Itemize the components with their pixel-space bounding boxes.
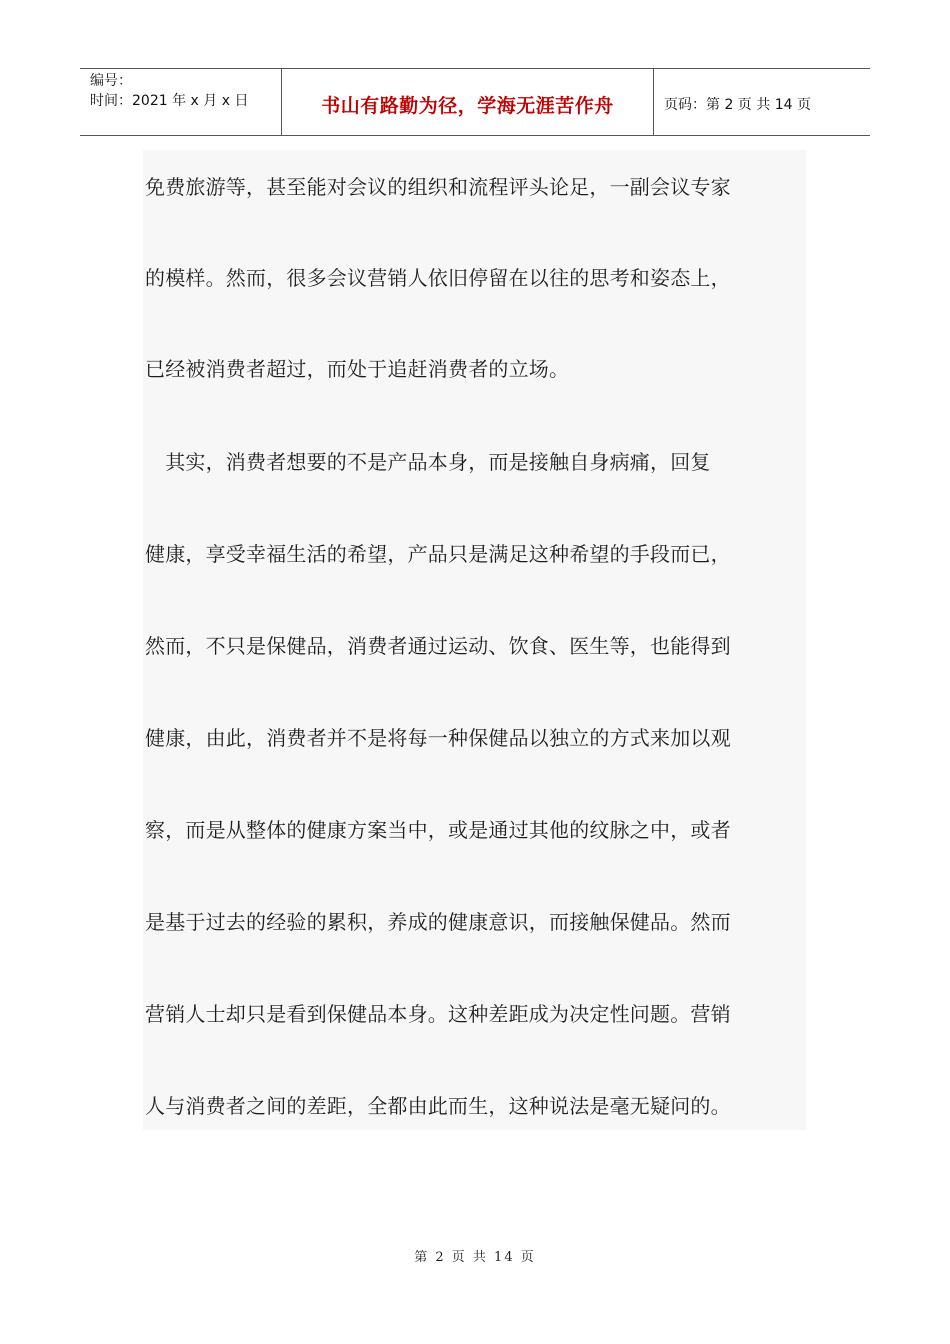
body-line: 察，而是从整体的健康方案当中，或是通过其他的纹脉之中，或者 bbox=[145, 818, 731, 842]
header-page-number: 页码：第 2 页 共 14 页 bbox=[664, 97, 811, 113]
header-page-cell bbox=[654, 69, 870, 135]
page-header bbox=[80, 68, 870, 136]
body-line: 已经被消费者超过，而处于追赶消费者的立场。 bbox=[145, 357, 570, 381]
body-line: 然而，不只是保健品，消费者通过运动、饮食、医生等，也能得到 bbox=[145, 634, 731, 658]
body-line: 健康，享受幸福生活的希望，产品只是满足这种希望的手段而已， bbox=[145, 542, 731, 566]
body-line: 人与消费者之间的差距，全都由此而生，这种说法是毫无疑问的。 bbox=[145, 1094, 731, 1118]
document-number: 编号： bbox=[90, 73, 132, 89]
header-meta bbox=[80, 69, 281, 135]
body-line: 是基于过去的经验的累积，养成的健康意识，而接触保健品。然而 bbox=[145, 910, 731, 934]
document-body bbox=[143, 150, 806, 1130]
header-motto-cell bbox=[281, 69, 654, 135]
header-motto: 书山有路勤为径，学海无涯苦作舟 bbox=[321, 94, 614, 117]
page-footer: 第 2 页 共 14 页 bbox=[414, 1250, 536, 1265]
body-line: 免费旅游等，甚至能对会议的组织和流程评头论足，一副会议专家 bbox=[145, 175, 731, 199]
body-line: 其实，消费者想要的不是产品本身，而是接触自身病痛，回复 bbox=[145, 450, 711, 474]
body-line: 营销人士却只是看到保健品本身。这种差距成为决定性问题。营销 bbox=[145, 1002, 731, 1026]
document-date: 时间：2021 年 x 月 x 日 bbox=[90, 93, 249, 109]
body-line: 的模样。然而，很多会议营销人依旧停留在以往的思考和姿态上， bbox=[145, 266, 731, 290]
body-line: 健康，由此，消费者并不是将每一种保健品以独立的方式来加以观 bbox=[145, 726, 731, 750]
